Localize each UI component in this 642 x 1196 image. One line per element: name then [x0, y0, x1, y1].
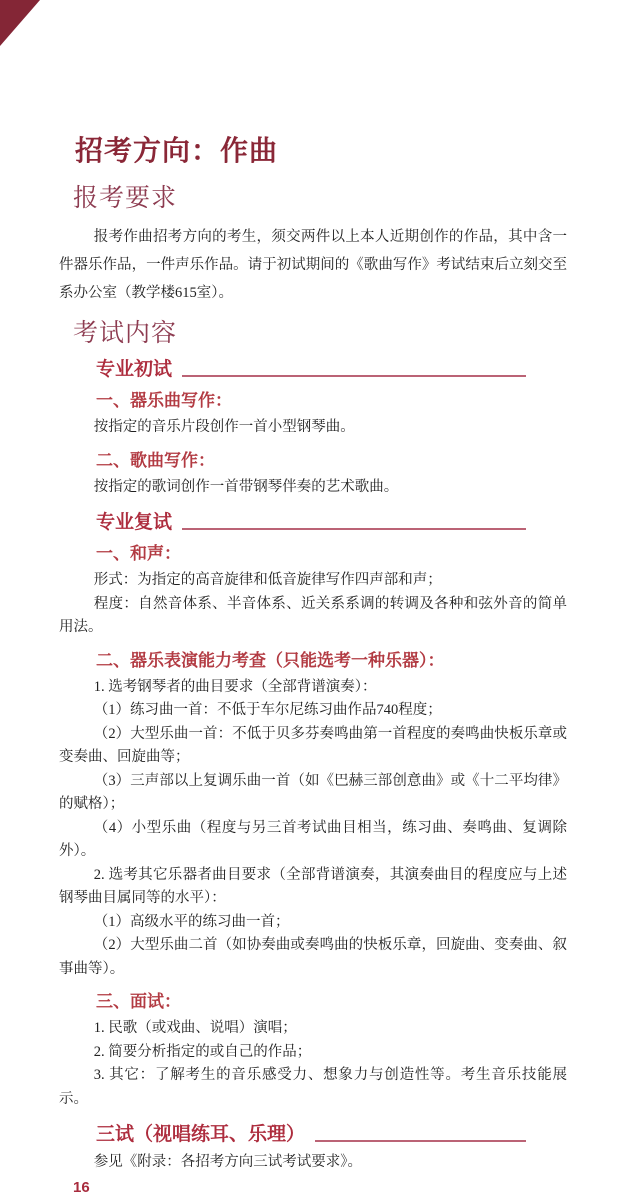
- underline-rule: [182, 528, 526, 530]
- subsection: [59, 512, 567, 1111]
- subsection-title-text: 专业初试: [96, 359, 173, 380]
- exam-item-heading: 二、歌曲写作：: [96, 450, 215, 470]
- page-title: 招考方向：作曲: [75, 135, 279, 166]
- subsection-title-text: 专业复试: [96, 512, 173, 533]
- exam-item-line: 形式：为指定的高音旋律和低音旋律写作四声部和声；: [93, 572, 442, 588]
- exam-item-line: （4）小型乐曲（程度与另三首考试曲目相当，练习曲、奏鸣曲、复调除外）。: [59, 819, 567, 859]
- exam-item-line: （3）三声部以上复调乐曲一首（如《巴赫三部创意曲》或《十二平均律》的赋格）；: [59, 772, 567, 812]
- exam-item-line: 参见《附录：各招考方向三试考试要求》。: [93, 1154, 363, 1170]
- page-number: 16: [73, 1178, 90, 1196]
- subsection: [59, 359, 567, 499]
- exam-item-line: 2. 简要分析指定的或自己的作品；: [93, 1043, 312, 1060]
- exam-item-line: 2. 选考其它乐器者曲目要求（全部背谱演奏，其演奏曲目的程度应与上述钢琴曲目属同等的水平）：: [59, 866, 567, 906]
- exam-item-line: 按指定的音乐片段创作一首小型钢琴曲。: [93, 419, 355, 435]
- exam-item-line: 程度：自然音体系、半音体系、近关系系调的转调及各种和弦外音的简单用法。: [59, 595, 567, 635]
- requirements-paragraph: 报考作曲招考方向的考生，须交两件以上本人近期创作的作品，其中含一件器乐作品，一件声乐作品。请于初试期间的《歌曲写作》考试结束后立刻交至系办公室（教学楼615室）。: [59, 229, 567, 301]
- subsection: [59, 1124, 567, 1175]
- exam-item-line: （1）高级水平的练习曲一首；: [93, 913, 290, 930]
- exam-item-line: （2）大型乐曲二首（如协奏曲或奏鸣曲的快板乐章，回旋曲、变奏曲、叙事曲等）。: [59, 937, 567, 977]
- exam-item-line: 1. 选考钢琴者的曲目要求（全部背谱演奏）：: [93, 678, 377, 695]
- subsection-title: [96, 512, 526, 533]
- corner-triangle-decoration: [0, 0, 40, 46]
- exam-item-line: 3. 其它：了解考生的音乐感受力、想象力与创造性等。考生音乐技能展示。: [59, 1067, 567, 1107]
- subsection-title-text: 三试（视唱练耳、乐理）: [96, 1124, 306, 1145]
- underline-rule: [182, 375, 526, 377]
- subsection-title: [96, 1124, 526, 1145]
- exam-item-heading: 二、器乐表演能力考查（只能选考一种乐器）：: [96, 650, 445, 670]
- exam-subsections: [59, 359, 567, 1175]
- exam-item-heading: 三、面试：: [96, 992, 181, 1011]
- exam-item-heading: 一、器乐曲写作：: [96, 391, 232, 410]
- exam-item-line: 1. 民歌（或戏曲、说唱）演唱；: [93, 1020, 297, 1036]
- exam-item-heading: 一、和声：: [96, 544, 181, 563]
- underline-rule: [315, 1140, 526, 1142]
- exam-item-line: （1）练习曲一首：不低于车尔尼练习曲作品740程度；: [93, 702, 442, 718]
- exam-item-line: （2）大型乐曲一首：不低于贝多芬奏鸣曲第一首程度的奏鸣曲快板乐章或变奏曲、回旋曲等；: [59, 725, 567, 765]
- section-heading-exam-content: 考试内容: [73, 319, 178, 347]
- exam-item-line: 按指定的歌词创作一首带钢琴伴奏的艺术歌曲。: [93, 478, 399, 495]
- section-heading-requirements: 报考要求: [73, 184, 178, 212]
- subsection-title: [96, 359, 526, 380]
